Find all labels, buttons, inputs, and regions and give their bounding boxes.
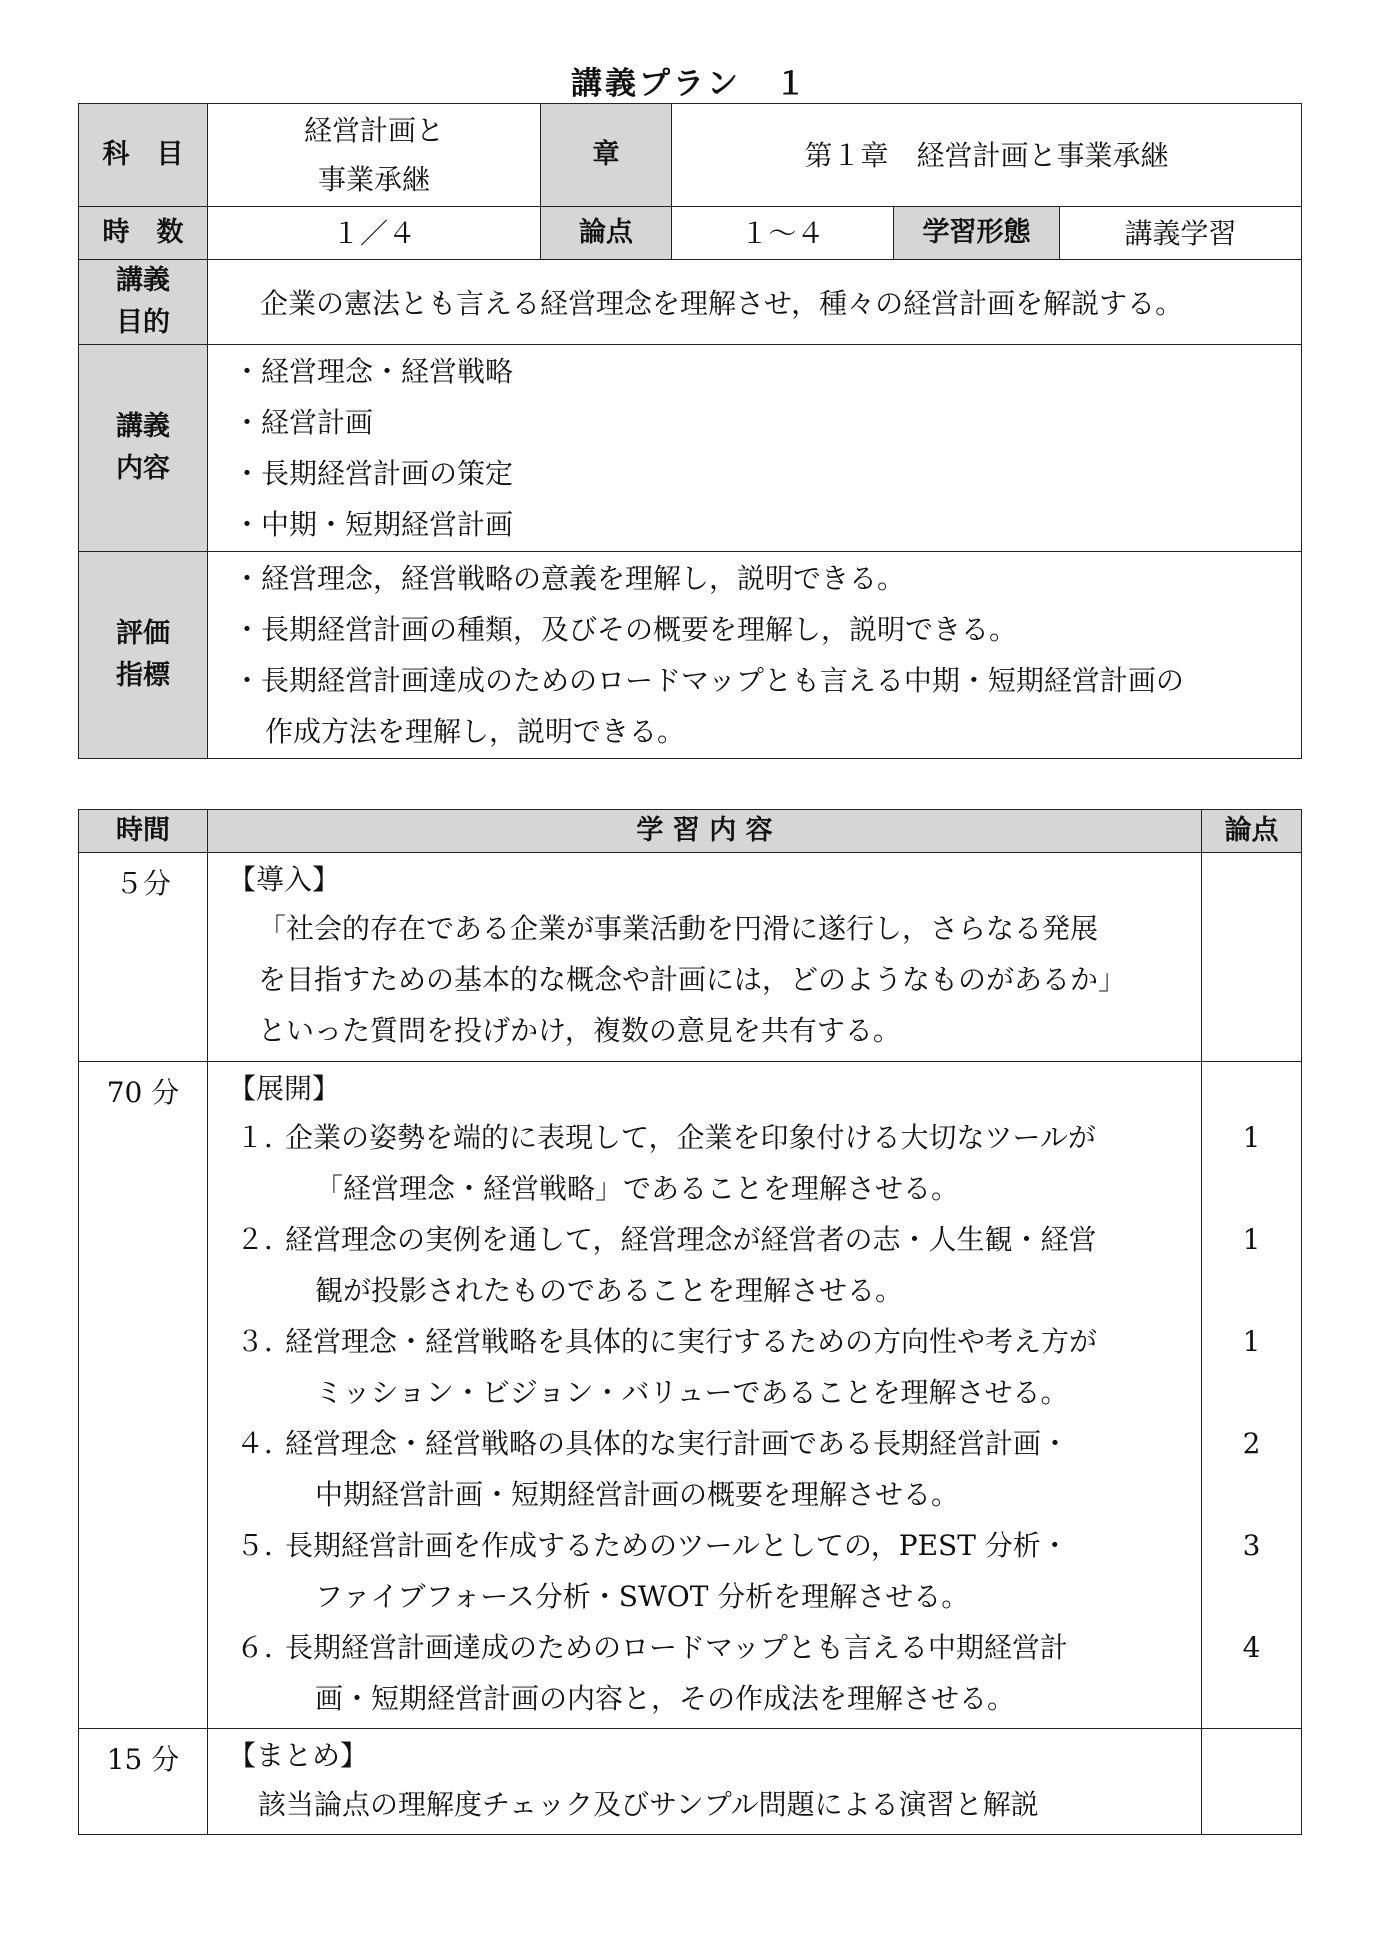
points-label: 論点 [541,207,672,260]
hours-label: 時 数 [79,207,208,260]
item-number: ６． [236,1631,293,1664]
list-item: ・経営計画 [233,406,374,439]
summary-heading: 【まとめ】 [228,1739,369,1772]
header-content: 学 習 内 容 [208,810,1202,853]
list-item: ・経営理念・経営戦略 [233,355,514,388]
intro-line: といった質問を投げかけ，複数の意見を共有する。 [258,1014,901,1047]
subject-value-line2: 事業承継 [317,163,430,196]
purpose-label-line2: 目的 [116,307,170,338]
point-value: 1 [1242,1121,1261,1154]
chapter-label: 章 [541,104,672,207]
item-text [285,1622,1187,1724]
content-label [79,345,208,552]
list-item [228,1214,1187,1316]
subject-value-line1: 経営計画と [303,114,444,147]
summary-content [208,1729,1202,1835]
content-label-line1: 講義 [116,411,170,442]
content-row [79,345,1302,552]
point-value: 2 [1242,1427,1261,1460]
item-line: 経営理念の実例を通して，経営理念が経営者の志・人生観・経営 [285,1223,1097,1256]
item-text [285,1112,1187,1214]
format-value: 講義学習 [1060,207,1302,260]
lesson-plan-table [78,809,1302,1835]
list-item: ・経営理念，経営戦略の意義を理解し，説明できる。 [233,562,906,595]
list-item [228,1112,1187,1214]
list-item: 作成方法を理解し，説明できる。 [265,715,686,748]
lecture-info-table [78,103,1302,759]
evaluation-list [208,552,1302,759]
purpose-text: 企業の憲法とも言える経営理念を理解させ，種々の経営計画を解説する。 [208,260,1302,345]
evaluation-label-line2: 指標 [116,660,170,691]
point-value: 4 [1242,1631,1261,1664]
summary-time: 15 分 [79,1729,208,1835]
item-line: 経営理念・経営戦略を具体的に実行するための方向性や考え方が [285,1325,1098,1358]
item-number: ５． [236,1529,293,1562]
format-label: 学習形態 [894,207,1060,260]
item-text [285,1316,1187,1418]
develop-heading: 【展開】 [228,1072,341,1105]
list-item [228,1418,1187,1520]
develop-content [208,1062,1202,1729]
points-value: １～４ [672,207,894,260]
item-number: １． [236,1121,293,1154]
intro-heading: 【導入】 [228,863,341,896]
item-number: ３． [236,1325,293,1358]
subject-label: 科 目 [79,104,208,207]
item-line: 観が投影されたものであることを理解させる。 [315,1274,904,1307]
intro-row [79,853,1302,1062]
plan-header-row [79,810,1302,853]
summary-row [79,1729,1302,1835]
item-line: ファイブフォース分析・SWOT 分析を理解させる。 [315,1580,970,1613]
point-value: 1 [1242,1325,1261,1358]
list-item: ・長期経営計画の策定 [233,457,514,490]
purpose-label [79,260,208,345]
content-list [208,345,1302,552]
header-points: 論点 [1202,810,1302,853]
item-text [285,1418,1187,1520]
subject-value [208,104,541,207]
intro-content [208,853,1202,1062]
content-label-line2: 内容 [116,453,170,484]
item-number: ４． [236,1427,293,1460]
evaluation-row [79,552,1302,759]
intro-time: ５分 [79,853,208,1062]
evaluation-label-line1: 評価 [116,618,170,649]
item-line: 長期経営計画を作成するためのツールとしての，PEST 分析・ [285,1529,1069,1562]
item-number: ２． [236,1223,293,1256]
list-item: ・長期経営計画の種類，及びその概要を理解し，説明できる。 [233,613,1018,646]
list-item [228,1622,1187,1724]
list-item: ・長期経営計画達成のためのロードマップとも言える中期・短期経営計画の [233,664,1184,697]
header-time: 時間 [79,810,208,853]
page-title: 講義プラン １ [571,66,809,102]
intro-points [1202,853,1302,1062]
evaluation-label [79,552,208,759]
hours-row [79,207,1302,260]
item-line: ミッション・ビジョン・バリューであることを理解させる。 [315,1376,1069,1409]
item-line: 長期経営計画達成のためのロードマップとも言える中期経営計 [285,1631,1068,1664]
purpose-label-line1: 講義 [116,265,170,296]
subject-row [79,104,1302,207]
develop-points [1202,1062,1302,1729]
intro-line: 「社会的存在である企業が事業活動を円滑に遂行し，さらなる発展 [258,912,1099,945]
summary-line: 該当論点の理解度チェック及びサンプル問題による演習と解説 [258,1788,1039,1821]
item-line: 経営理念・経営戦略の具体的な実行計画である長期経営計画・ [285,1427,1070,1460]
list-item: ・中期・短期経営計画 [233,508,514,541]
item-text [285,1520,1187,1622]
point-value: 3 [1242,1529,1261,1562]
point-value: 1 [1242,1223,1261,1256]
item-text [285,1214,1187,1316]
develop-time: 70 分 [79,1062,208,1729]
item-line: 中期経営計画・短期経営計画の概要を理解させる。 [315,1478,960,1511]
develop-row [79,1062,1302,1729]
hours-value: １／４ [208,207,541,260]
purpose-row [79,260,1302,345]
item-line: 画・短期経営計画の内容と，その作成法を理解させる。 [315,1682,1016,1715]
list-item [228,1316,1187,1418]
item-line: 企業の姿勢を端的に表現して，企業を印象付ける大切なツールが [285,1121,1096,1154]
item-line: 「経営理念・経営戦略」であることを理解させる。 [315,1172,960,1205]
summary-points [1202,1729,1302,1835]
list-item [228,1520,1187,1622]
intro-line: を目指すための基本的な概念や計画には，どのようなものがあるか」 [258,963,1127,996]
chapter-value: 第１章 経営計画と事業承継 [672,104,1302,207]
